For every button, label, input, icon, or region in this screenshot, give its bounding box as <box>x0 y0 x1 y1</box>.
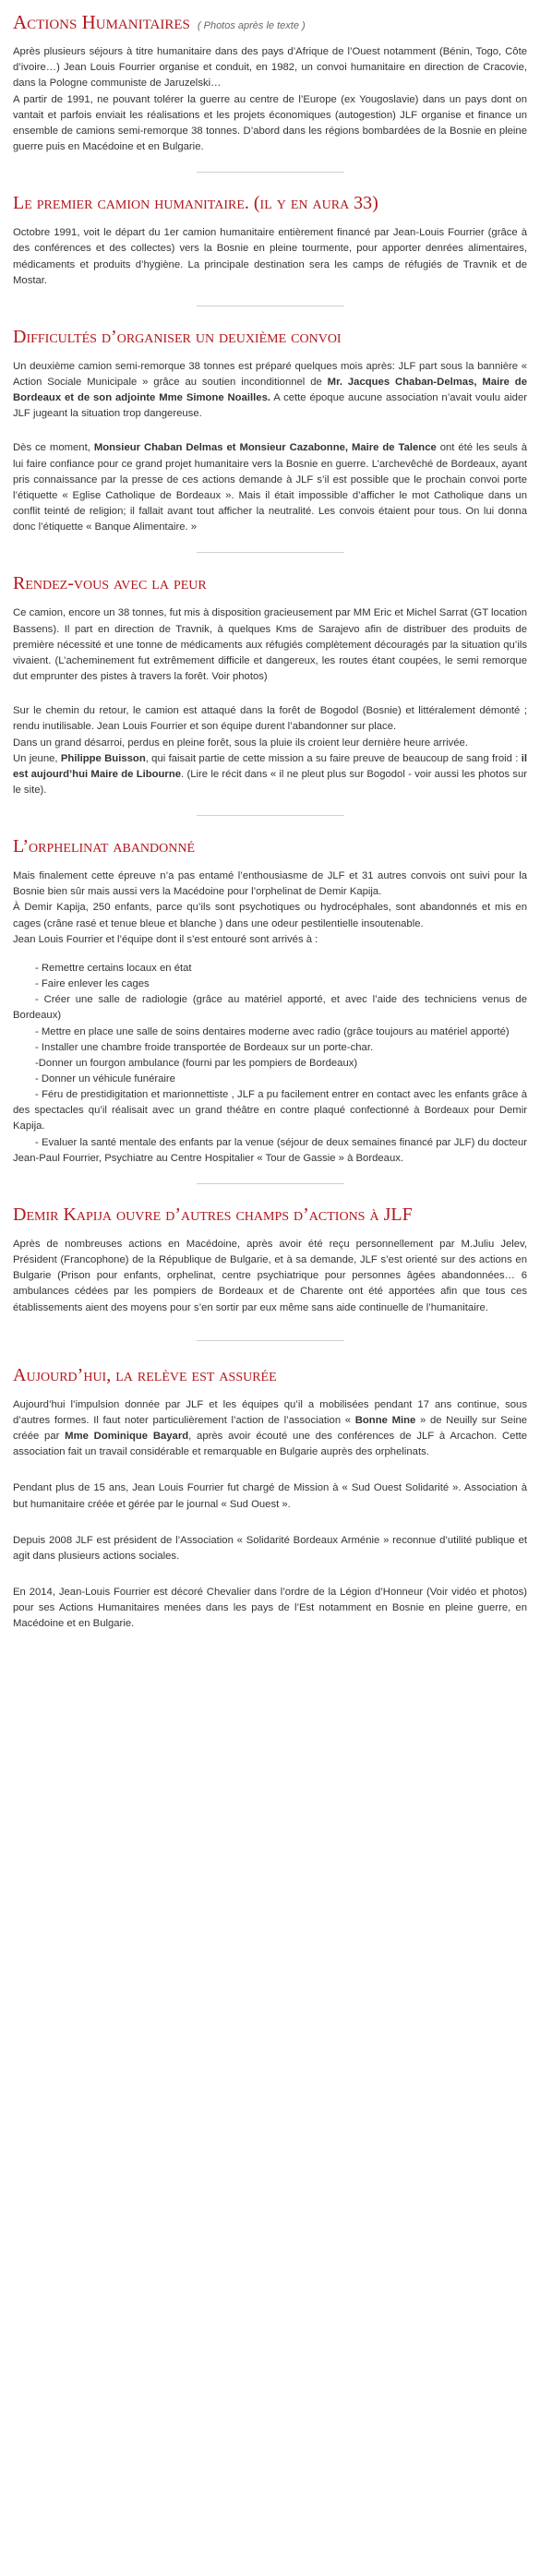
page-title <box>13 11 527 33</box>
list-item: - Féru de prestidigitation et marionnettiste , JLF a pu facilement entrer en contact avec les enfants grâce à des spectacles qu’il réalisait avec un grand théâtre en contre plaqué confectionné à Bordeaux pour Demir Kapija. <box>13 1089 527 1132</box>
bold-text: Mr. Jacques Chaban-Delmas, Maire de Bordeaux et de son adjointe Mme Simone Noailles. <box>13 377 527 404</box>
section-separator <box>197 552 344 553</box>
section-actions-humanitaires <box>13 11 527 155</box>
paragraph: Octobre 1991, voit le départ du 1er camion humanitaire entièrement financé par Jean-Louis Fourrier (grâce à des conférences et des collectes) vers la Bosnie en pleine tourmente, pour apporter denrées alimentaires, médicaments et produits d’hygiène. La principale destination sera les camps de réfugiés de Travnik et de Mostar. <box>13 227 527 286</box>
section-heading: Rendez-vous avec la peur <box>13 573 207 594</box>
paragraph-text: Sur le chemin du retour, le camion est attaqué dans la forêt de Bogodol (Bosnie) et littéralement démonté ; rendu inutilisable. Jean Louis Fourrier et son équipe durent l’abandonner sur place. <box>13 705 527 733</box>
section-heading: L’orphelinat abandonné <box>13 836 196 857</box>
section-demir-kapija <box>13 1204 527 1316</box>
bold-text: Mme Dominique Bayard <box>65 1431 189 1443</box>
paragraph <box>13 1397 527 1461</box>
list-item: -Donner un fourgon ambulance (fourni par les pompiers de Bordeaux) <box>35 1057 358 1069</box>
paragraph-text: , après avoir écouté une des conférences de JLF à Arcachon. Cette association fait un travail considérable et remarquable en Bulgarie auprès des orphelinats. <box>13 1431 528 1458</box>
section-deuxieme-convoi <box>13 327 527 536</box>
list-item: - Créer une salle de radiologie (grâce au matériel apporté, et avec l’aide des techniciens venus de Bordeaux) <box>13 994 527 1022</box>
paragraph-text: Après plusieurs séjours à titre humanitaire dans des pays d’Afrique de l’Ouest notamment (Bénin, Togo, Côte d’ivoire…) Jean Louis Fourrier organise et conduit, en 1982, un convoi humanitaire en direction de Cracovie, dans la Pologne communiste de Jaruzelski… <box>13 46 527 90</box>
photos-note: ( Photos après le texte ) <box>197 20 306 31</box>
paragraph-text: Dans un grand désarroi, perdus en pleine forêt, sous la pluie ils croient leur dernière heure arrivée. <box>13 737 468 749</box>
section-separator <box>197 815 344 816</box>
section-heading: Demir Kapija ouvre d’autres champs d’actions à JLF <box>13 1204 413 1225</box>
section-premier-camion <box>13 193 527 289</box>
list-item: - Evaluer la santé mentale des enfants par la venue (séjour de deux semaines financé par JLF) du docteur Jean-Paul Fourrier, Psychiatre au Centre Hospitalier « Tour de Gassie » à Bordeaux. <box>13 1136 527 1164</box>
paragraph: Depuis 2008 JLF est président de l’Association « Solidarité Bordeaux Arménie » reconnue d’utilité publique et agit dans plusieurs actions sociales. <box>13 1534 527 1562</box>
list-item: - Remettre certains locaux en état <box>35 962 192 974</box>
paragraph-text: , qui faisait partie de cette mission a su faire preuve de beaucoup de sang froid : <box>145 752 522 764</box>
bold-text: il est aujourd’hui Maire de Libourne <box>13 752 528 780</box>
paragraph-text: A partir de 1991, ne pouvant tolérer la guerre au centre de l’Europe (ex Yougoslavie) dans un pays dont on vantait et parfois enviait les réalisations et les projets économiques (autogestion) JLF organise et finance un ensemble de camions semi-remorque 38 tonnes. D’abord dans les régions bombardées de la Bosnie en pleine guerre puis en Macédoine et en Bulgarie. <box>13 93 527 153</box>
paragraph-text: ont été les seuls à lui faire confiance pour ce grand projet humanitaire vers la Bosnie en guerre. L’archevêché de Bordeaux, ayant pris connaissance par la presse de ces actions demande à JLF s’il est possible que le prochain convoi porte l’étiquette « Eglise Catholique de Bordeaux ». Mais il était impossible d’afficher le mot Catholique dans un conflit teinté de religion; il fallait avant tout afficher la neutralité. Les convois étaient pour tous. On lui donna donc l’étiquette « Banque Alimentaire. » <box>13 442 528 533</box>
paragraph-text: » de Neuilly sur Seine créée par <box>13 1414 528 1443</box>
bold-text: Bonne Mine <box>354 1414 416 1426</box>
list-item: - Donner un véhicule funéraire <box>35 1073 175 1085</box>
section-heading: Difficultés d’organiser un deuxième convoi <box>13 326 342 347</box>
paragraph <box>13 440 527 535</box>
page-title-text: Actions Humanitaires <box>13 11 190 33</box>
paragraph: Pendant plus de 15 ans, Jean Louis Fourrier fut chargé de Mission à « Sud Ouest Solidarité ». Association à but humanitaire créée et gérée par le journal « Sud Ouest ». <box>13 1482 527 1510</box>
list-item: - Installer une chambre froide transportée de Bordeaux sur un porte-char. <box>35 1041 374 1053</box>
section-heading: Le premier camion humanitaire. (il y en aura 33) <box>13 193 378 214</box>
paragraph <box>13 869 527 948</box>
paragraph <box>13 44 527 155</box>
section-orphelinat <box>13 836 527 1167</box>
paragraph-text: Un jeune, <box>13 752 61 764</box>
list-item: - Mettre en place une salle de soins dentaires moderne avec radio (grâce toujours au matériel apporté) <box>35 1025 510 1037</box>
section-rendez-vous-peur <box>13 573 527 798</box>
paragraph-text: Mais finalement cette épreuve n’a pas entamé l’enthousiasme de JLF et 31 autres convois ont suivi pour la Bosnie bien sûr mais aussi vers la Macédoine pour l’orphelinat de Demir Kapija. <box>13 870 527 898</box>
paragraph-text: Jean Louis Fourrier et l’équipe dont il s’est entouré sont arrivés à : <box>13 933 318 945</box>
section-separator <box>197 172 344 173</box>
paragraph: En 2014, Jean-Louis Fourrier est décoré Chevalier dans l’ordre de la Légion d’Honneur (Voir vidéo et photos) pour ses Actions Humanitaires menées dans les pays de l’Est notamment en Bosnie en pleine guerre, en Macédoine et en Bulgarie. <box>13 1586 527 1630</box>
section-separator <box>197 1183 344 1184</box>
paragraph: Ce camion, encore un 38 tonnes, fut mis à disposition gracieusement par MM Eric et Michel Sarrat (GT location Bassens). Il part en direction de Travnik, à quelques Kms de Sarajevo afin de distribuer des produits de première nécessité et une tonne de médicaments aux réfugiés complètement découragés par la situation qu’ils vivaient. (L’acheminement fut extrêmement difficile et dangereux, les routes étant coupées, le semi remorque dut emprunter des pistes à travers la forêt. Voir photos) <box>13 607 527 683</box>
paragraph-text: À Demir Kapija, 250 enfants, parce qu’ils sont psychotiques ou hydrocéphales, sont abandonnés et mis en cages (crâne rasé et tenue bleue et blanche ) dans une odeur pestilentielle insoutenable. <box>13 902 527 929</box>
section-heading: Aujourd’hui, la relève est assurée <box>13 1364 277 1385</box>
bold-text: Monsieur Chaban Delmas et Monsieur Cazabonne, Maire de Talence <box>93 442 437 454</box>
bold-text: Philippe Buisson <box>60 752 146 764</box>
paragraph <box>13 359 527 423</box>
section-separator <box>197 1340 344 1341</box>
paragraph-text: Aujourd’hui l’impulsion donnée par JLF et les équipes qu’il a mobilisées pendant 17 ans continue, sous d’autres formes. Il faut noter particulièrement l’action de l’association « <box>13 1398 527 1426</box>
paragraph-text: Dès ce moment, <box>13 442 94 454</box>
paragraph: Après de nombreuses actions en Macédoine, après avoir été reçu personnellement par M.Juliu Jelev, Président (Francophone) de la République de Bulgarie, et à sa demande, JLF s’est orienté sur des actions en Bulgarie (Prison pour enfants, orphelinat, centre psychiatrique pour personnes âgées abandonnées… 6 ambulances cédées par les pompiers de Bordeaux et de Charente ont été apportées afin que tous ces établissements aient des moyens pour s’en sortir par eux même sans aide continuelle de l’humanitaire. <box>13 1238 527 1313</box>
paragraph-text: Un deuxième camion semi-remorque 38 tonnes est préparé quelques mois après: JLF part sous la bannière « Action Sociale Municipale » grâce au soutien inconditionnel de <box>13 360 527 389</box>
paragraph-text: . (Lire le récit dans « il ne pleut plus sur Bogodol - voir aussi les photos sur le site). <box>13 768 527 796</box>
list-item: - Faire enlever les cages <box>35 978 150 990</box>
section-releve <box>13 1365 527 1633</box>
task-list <box>13 961 527 1167</box>
paragraph <box>13 703 527 798</box>
paragraph-text: A cette époque aucune association n’avait voulu aider JLF jugeant la situation trop dangereuse. <box>13 392 527 420</box>
